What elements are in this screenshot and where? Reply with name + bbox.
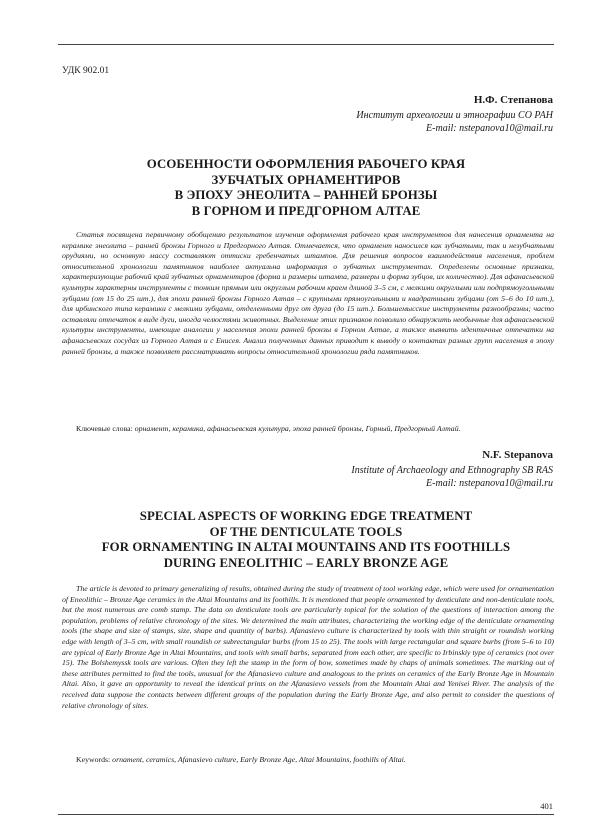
en-email: E-mail: nstepanova10@mail.ru [426,478,553,489]
ru-title-line: ОСОБЕННОСТИ ОФОРМЛЕНИЯ РАБОЧЕГО КРАЯ [146,157,466,171]
ru-author-name: Н.Ф. Степанова [473,94,553,106]
en-keywords [62,755,554,766]
en-title-line: OF THE DENTICULATE TOOLS [209,524,403,539]
ru-title-line: В ЭПОХУ ЭНЕОЛИТА – РАННЕЙ БРОНЗЫ [174,188,438,202]
ru-keywords-label: Ключевые слова: [76,424,133,433]
en-title [58,509,554,571]
ru-keywords-value: орнамент, керамика, афанасьевская культура, эпоха ранней бронзы, Горный, Предгорный Алтай. [134,424,461,433]
en-title-line: DURING ENEOLITHIC – EARLY BRONZE AGE [163,555,449,570]
en-affiliation: Institute of Archaeology and Ethnography SB RAS [351,465,553,476]
ru-email: E-mail: nstepanova10@mail.ru [426,123,553,134]
en-author-name: N.F. Stepanova [482,449,553,461]
en-keywords-value: ornament, ceramics, Afanasievo culture, Early Bronze Age, Altai Mountains, foothills of Altai. [112,755,406,764]
en-author-block [351,449,553,490]
page-number: 401 [540,801,553,811]
top-rule [58,44,554,45]
ru-author-block [356,94,553,135]
ru-title-line: ЗУБЧАТЫХ ОРНАМЕНТИРОВ [211,172,401,187]
bottom-rule [58,814,554,815]
ru-abstract: Статья посвящена первичному обобщению результатов изучения оформления рабочего края инструментов для нанесения орнамента на керамике энеолита – ранней бронзы Горного и Предгорного Алтая. Отмечается, что орнамент наносился как зубчатыми, так и незубчатыми орудиями, но основную массу составляют оттиски гребенчатых штампов. Для решения вопросов взаимодействия населения, проблем относительной хронологии памятников наиболее актуальна информация о зубчатых инструментах. Определены основные признаки, характеризующие рабочий край зубчатых орнаментиров (форма и размеры штампа, размеры и форма зубцов, их количество). Для афанасьевской культуры характерны инструменты с тонким прямым или округлым рабочим краем длиной 3–5 см, с мелкими округлыми или подпрямоугольными зубцами (от 15 до 25 шт.), для эпохи ранней бронзы Горного Алтая – с крупными прямоугольными и квадратными зубцами (от 5–6 до 10 шт.), для ирбинского типа керамики с мелкими зубцами, отделенными друг от друга (до 15 шт.). Большемысские инструменты разнообразны; часто оставляли отпечаток в виде дуги, иногда челюстями животных. Выделение этих признаков позволило обнаружить необычные для афанасьевской культуры инструменты, имеющие аналогии у населения эпохи ранней бронзы в Горном Алтае, а также выявить идентичные отпечатки на афанасьевских сосудах из Горного Алтая и с Енисея. Анализ полученных данных приводит к выводу о контактах разных групп населения в эпоху ранней бронзы, а также позволяет рассматривать вопросы относительной хронологии ряда памятников. [62,230,554,356]
udk-code: УДК 902.01 [62,66,110,76]
en-title-line: FOR ORNAMENTING IN ALTAI MOUNTAINS AND ITS FOOTHILLS [101,540,511,554]
en-title-line: SPECIAL ASPECTS OF WORKING EDGE TREATMENT [139,509,473,523]
ru-title [58,157,554,219]
en-abstract: The article is devoted to primary generalizing of results, obtained during the study of treatment of tool working edge, which were used for ornamentation of Eneolithic – Bronze Age ceramics in the Altai Mountains and its foothills. It is mentioned that people ornamented by denticulate and non-denticulate tools, but the most numerous are comb stamp. The data on denticulate tools are particularly topical for the solution of the questions of interaction among the population, problems of relative chronology of the sites. We determined the main attributes, characterizing the working edge of the denticulate ornamenting tools (the shape and size of stamps, size, shape and quantity of barbs). Afanasievo culture is characterized by tools with thin straight or roundish working edge with length of 3–5 cm, with small roundish or subrectangular burbs (from 15 to 25). The tools with large rectangular and square burbs (from 5–6 to 10) are typical of Early Bronze Age in Altai Mountains, and tools with small barbs, separated from each other, are specific to Irbinskiy type of ceramics (not over 15). The Bolshemyssk tools are various. Often they left the stamp in the form of bow, sometimes made by chaps of animals sometimes. The marking out of these attributes permitted to find the tools, unusual for the Afanasievo culture and analogous to the prints on ceramics of the Early Bronze Age in Mountain Altai. Also, it gave an opportunity to reveal the identical prints on the Afanasievo vessels from the Mountain Altai and Yenisei River. The analysis of the received data suppose the contacts between different groups of the population during the Early Bronze Age, and also permit to consider the questions of relative chronology of sites. [62,584,554,710]
ru-keywords [62,424,554,435]
ru-title-line: В ГОРНОМ И ПРЕДГОРНОМ АЛТАЕ [191,203,421,218]
ru-affiliation: Институт археологии и этнографии СО РАН [356,110,553,121]
en-keywords-label: Keywords: [76,755,111,764]
